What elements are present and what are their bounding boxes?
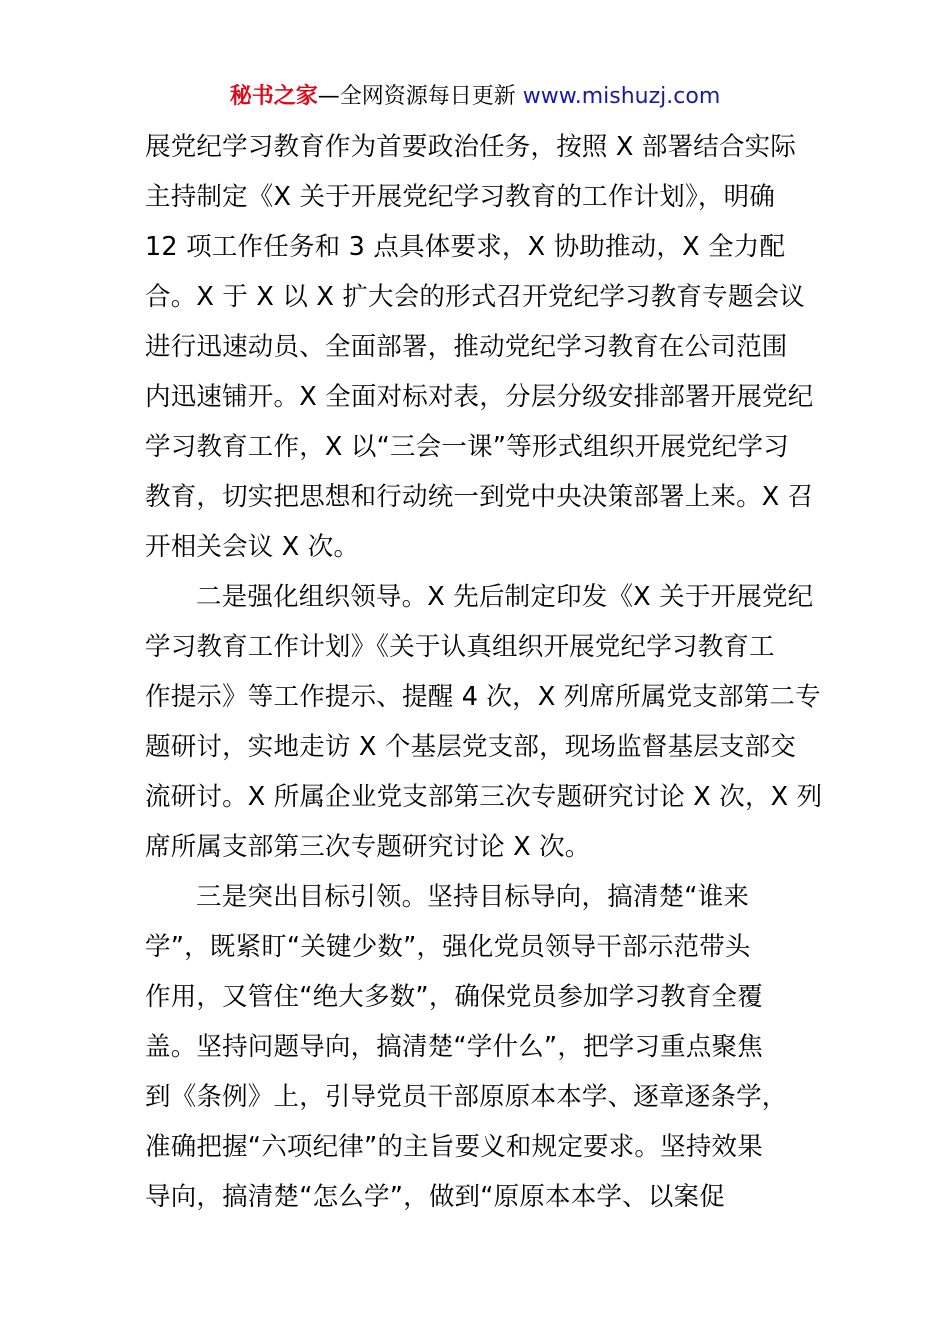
text-line: 内迅速铺开。X 全面对标对表，分层分级安排部署开展党纪 (145, 382, 814, 412)
text-line: 开相关会议 X 次。 (145, 532, 360, 562)
text-line: 流研讨。X 所属企业党支部第三次专题研究讨论 X 次，X 列 (145, 782, 823, 812)
text-line: 学习教育工作，X 以“三会一课”等形式组织开展党纪学习 (145, 432, 789, 462)
text-line: 展党纪学习教育作为首要政治任务，按照 X 部署结合实际 (145, 132, 797, 162)
text-line: 作用，又管住“绝大多数”，确保党员参加学习教育全覆 (145, 982, 763, 1012)
text-line: 教育，切实把思想和行动统一到党中央决策部署上来。X 召 (145, 482, 814, 512)
site-url: www.mishuzj.com (522, 84, 721, 109)
text-line: 盖。坚持问题导向，搞清楚“学什么”，把学习重点聚焦 (145, 1032, 763, 1062)
text-line: 作提示》等工作提示、提醒 4 次，X 列席所属党支部第二专 (145, 682, 821, 712)
document-body (145, 122, 823, 1222)
site-brand: 秘书之家 (229, 84, 318, 109)
paragraph-start-line: 三是突出目标引领。坚持目标导向，搞清楚“谁来 (196, 882, 750, 912)
text-line: 学”，既紧盯“关键少数”，强化党员领导干部示范带头 (145, 932, 751, 962)
text-line: 准确把握“六项纪律”的主旨要义和规定要求。坚持效果 (145, 1132, 763, 1162)
site-watermark-header (0, 80, 950, 114)
text-line: 主持制定《X 关于开展党纪学习教育的工作计划》，明确 (145, 182, 776, 212)
text-line: 席所属支部第三次专题研究讨论 X 次。 (145, 832, 591, 862)
paragraph-start-line: 二是强化组织领导。X 先后制定印发《X 关于开展党纪 (196, 582, 814, 612)
text-line: 学习教育工作计划》《关于认真组织开展党纪学习教育工 (145, 632, 775, 662)
text-line: 进行迅速动员、全面部署，推动党纪学习教育在公司范围 (145, 332, 788, 362)
site-slogan: —全网资源每日更新 (317, 84, 523, 109)
text-line: 题研讨，实地走访 X 个基层党支部，现场监督基层支部交 (145, 732, 797, 762)
text-line: 12 项工作任务和 3 点具体要求，X 协助推动，X 全力配 (145, 232, 786, 262)
text-line: 合。X 于 X 以 X 扩大会的形式召开党纪学习教育专题会议 (145, 282, 805, 312)
text-line: 到《条例》上，引导党员干部原原本本学、逐章逐条学， (145, 1082, 788, 1112)
text-line: 导向，搞清楚“怎么学”，做到“原原本本学、以案促 (145, 1182, 725, 1212)
